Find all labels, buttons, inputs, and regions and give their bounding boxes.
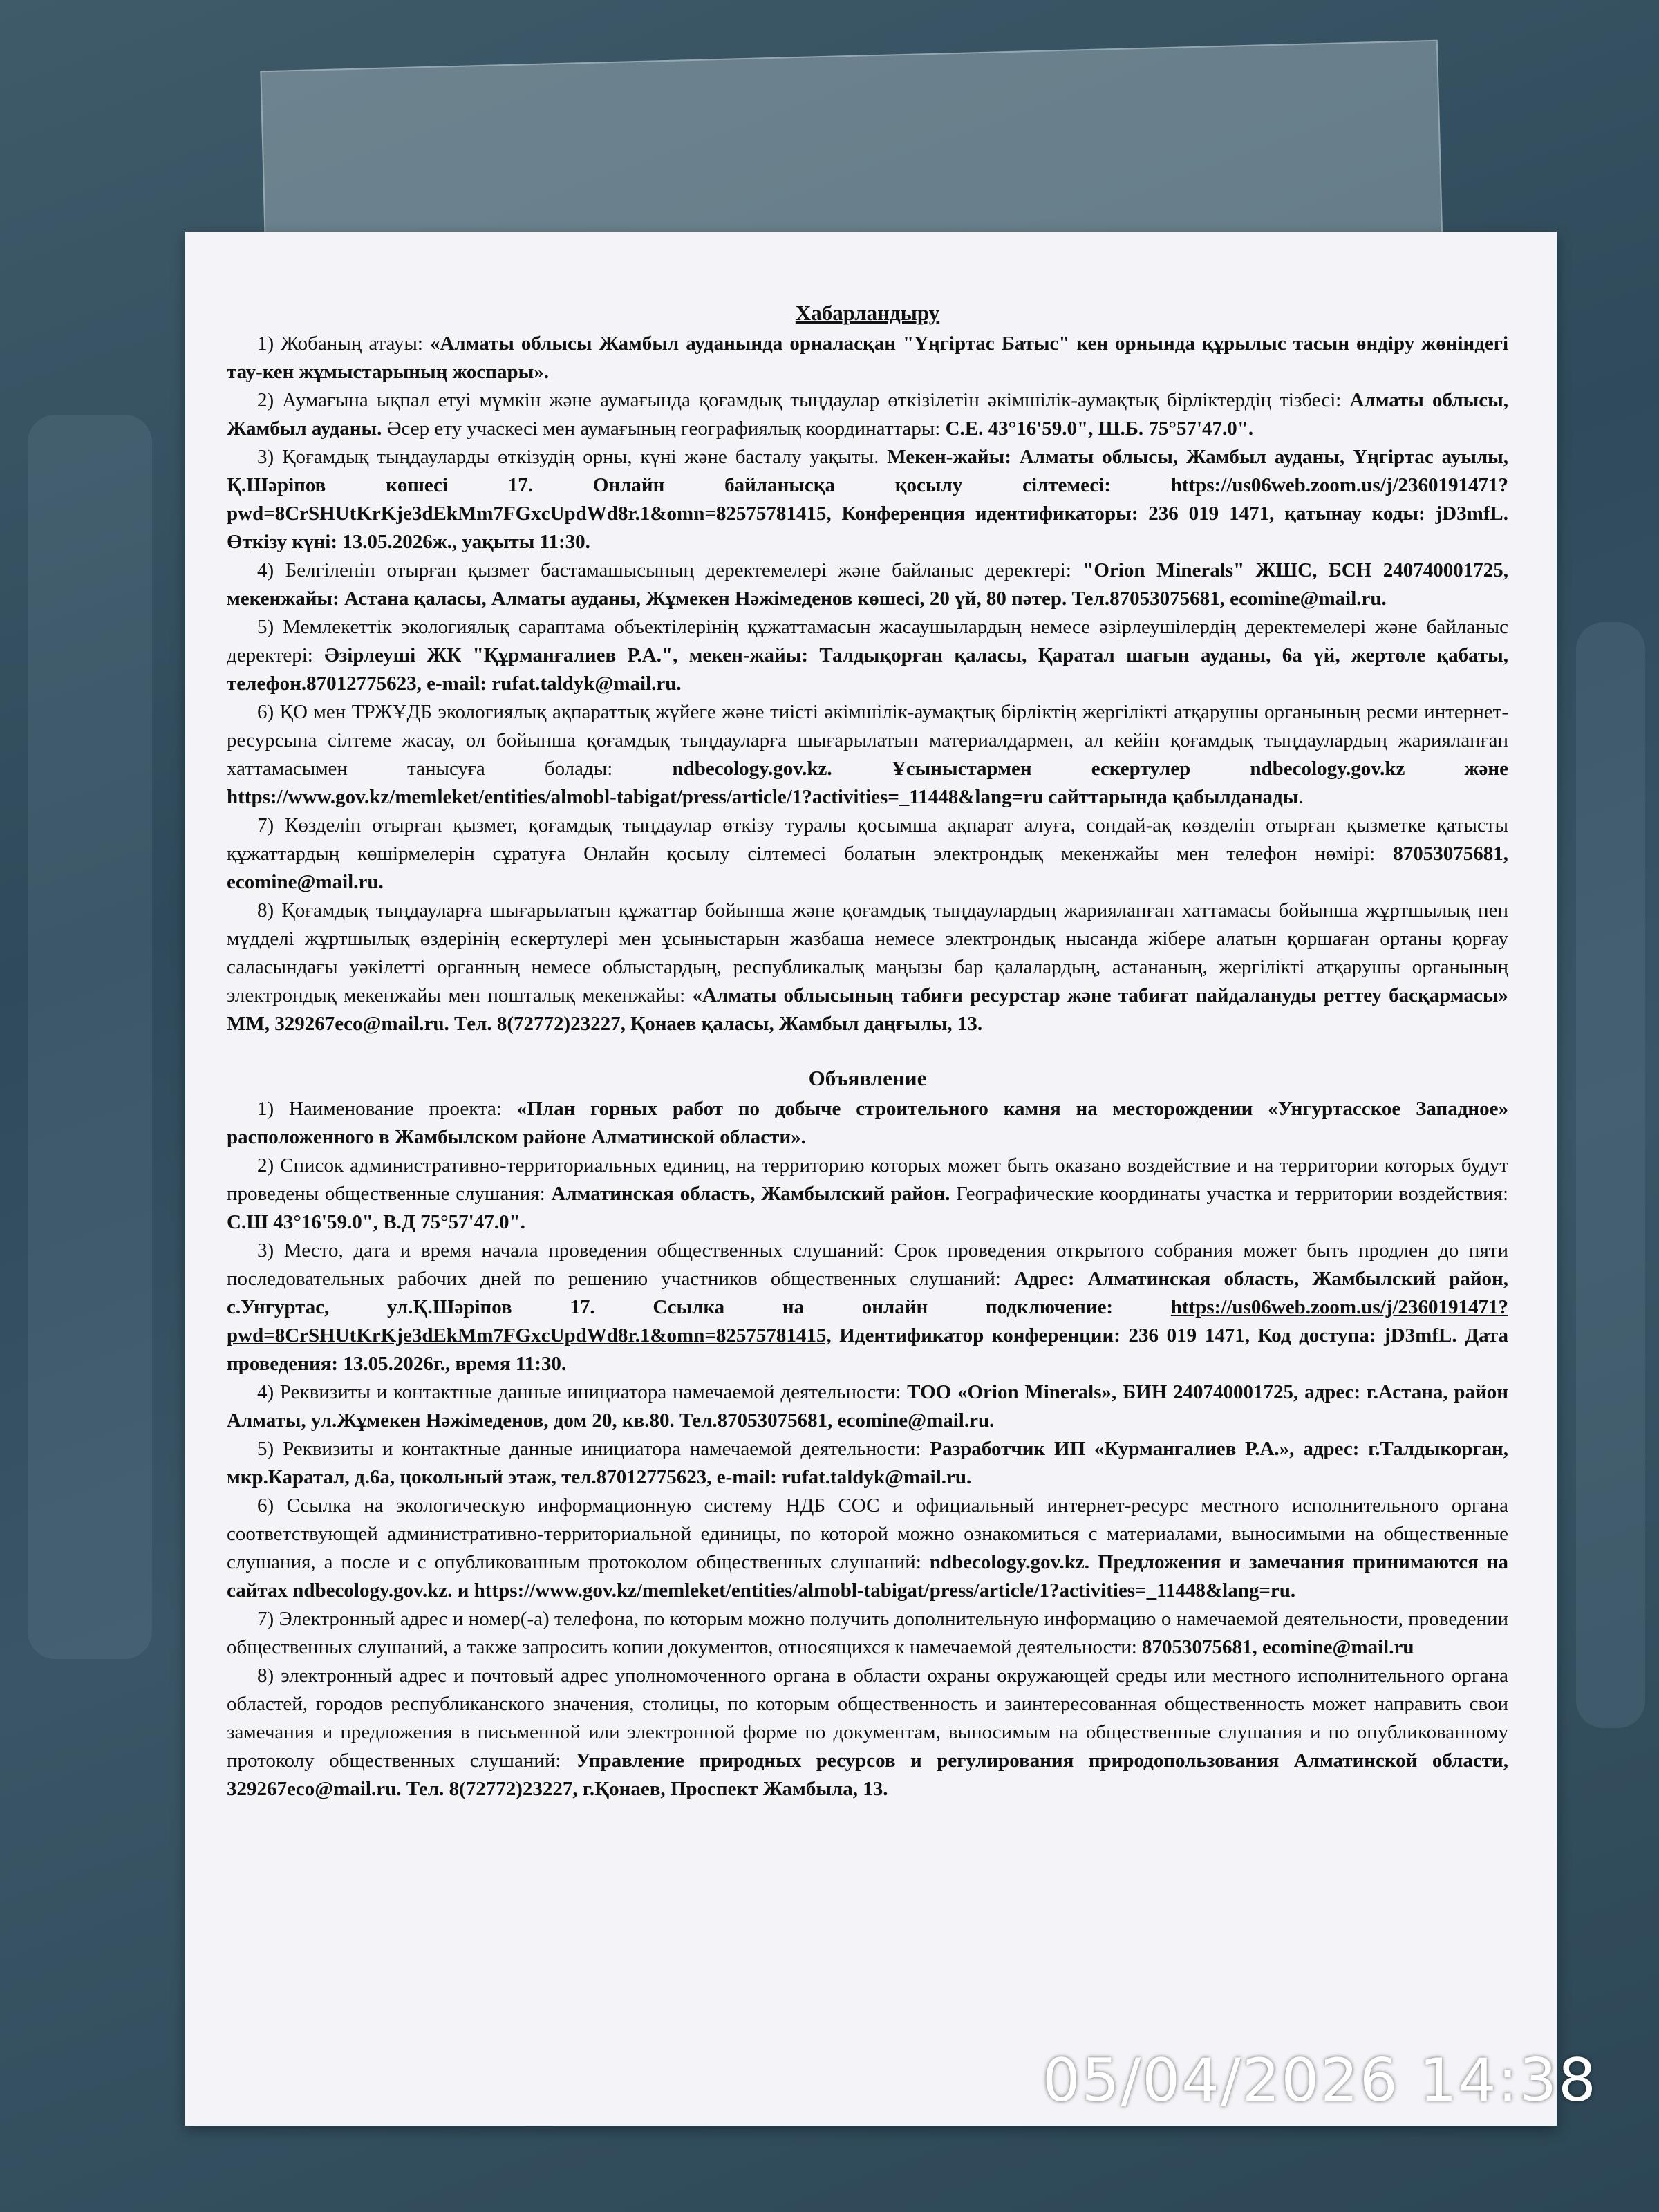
kz-item-6: 6) ҚО мен ТРЖҰДБ экологиялық ақпараттық жүйеге және тиісті әкімшілік-аумақтық бірліктің жергілікті атқарушы органының ресми интернет-ресурсына сілтеме жасау, ол бойынша қоғамдық тыңдауларға шығарылатын материалдармен, ал кейін қоғамдық тыңдаулардың жарияланған хаттамасымен танысуға болады: ndbecology.gov.kz. Ұсыныстармен ескертулер ndbecology.gov.kz және https://www.gov.kz/memleket/entities/almobl-tabigat/press/article/1?activities=_11448&lang=ru сайттарында қабылданады.: [227, 701, 1508, 808]
kz-item-2: 2) Аумағына ықпал етуі мүмкін және аумағында қоғамдық тыңдаулар өткізілетін әкімшілік-аумақтық бірліктердің тізбесі: Алматы облысы, Жамбыл ауданы. Әсер ету учаскесі мен аумағының географиялық координаттары: С.Е. 43°16'59.0", Ш.Б. 75°57'47.0".: [227, 389, 1508, 440]
ru-item-1: 1) Наименование проекта: «План горных работ по добыче строительного камня на месторождении «Унгуртасское Западное» расположенного в Жамбылском районе Алматинской области».: [227, 1098, 1508, 1148]
kz-item-3: 3) Қоғамдық тыңдауларды өткізудің орны, күні және басталу уақыты. Мекен-жайы: Алматы облысы, Жамбыл ауданы, Үңгіртас ауылы, Қ.Шәріпов көшесі 17. Онлайн байланысқа қосылу сілтемесі: https://us06web.zoom.us/j/2360191471?pwd=8CrSHUtKrKje3dEkMm7FGxcUpdWd8r.1&omn=82575781415, Конференция идентификаторы: 236 019 1471, қатынау коды: jD3mfL. Өткізу күні: 13.05.2026ж., уақыты 11:30.: [227, 446, 1508, 553]
zoom-link: https://us06web.zoom.us/j/2360191471?pwd=8CrSHUtKrKje3dEkMm7FGxcUpdWd8r.1&omn=82575781415,: [227, 474, 1508, 525]
kz-item-8: 8) Қоғамдық тыңдауларға шығарылатын құжаттар бойынша және қоғамдық тыңдаулардың жарияланған хаттамасы бойынша жұртшылық пен мүдделі жұртшылық өздерінің ескертулері мен ұсыныстарын жазбаша немесе электрондық нысанда жібере алатын қоршаған ортаны қорғау саласындағы уәкілетті органның немесе облыстардың, республикалық маңызы бар қалалардың, астананың, жергілікті атқарушы органының электрондық мекенжайы мен пошталық мекенжайы: «Алматы облысының табиғи ресурстар және табиғат пайдалануды реттеу басқармасы» ММ, 329267eco@mail.ru. Тел. 8(72772)23227, Қонаев қаласы, Жамбыл даңғылы, 13.: [227, 899, 1508, 1035]
ru-item-7: 7) Электронный адрес и номер(-а) телефона, по которым можно получить дополнительную информацию о намечаемой деятельности, проведении общественных слушаний, а также запросить копии документов, относящихся к намечаемой деятельности: 87053075681, ecomine@mail.ru: [227, 1608, 1508, 1658]
kazakh-title: Хабарландыру: [795, 301, 940, 325]
wall-streak: [28, 415, 152, 1659]
kz-item-1: 1) Жобаның атауы: «Алматы облысы Жамбыл ауданында орналасқан "Үңгіртас Батыс" кен орнында құрылыс тасын өндіру жөніндегі тау-кен жұмыстарының жоспары».: [227, 332, 1508, 383]
wall-streak: [1576, 622, 1645, 1728]
ru-item-2: 2) Список административно-территориальных единиц, на территорию которых может быть оказано воздействие и на территории которых будут проведены общественные слушания: Алматинская область, Жамбылский район. Географические координаты участка и территории воздействия: С.Ш 43°16'59.0", В.Д 75°57'47.0".: [227, 1154, 1508, 1233]
kz-item-4: 4) Белгіленіп отырған қызмет бастамашысының деректемелері және байланыс деректері: "Orion Minerals" ЖШС, БСН 240740001725, мекенжайы: Астана қаласы, Алматы ауданы, Жұмекен Нәжімеденов көшесі, 20 үй, 80 пәтер. Тел.87053075681, ecomine@mail.ru.: [227, 559, 1508, 610]
notice-paper: [185, 232, 1557, 2126]
kz-item-5: 5) Мемлекеттік экологиялық сараптама объектілерінің құжаттамасын жасаушылардың немесе әзірлеушілердің деректемелері және байланыс деректері: Әзірлеуші ЖК "Құрманғалиев Р.А.", мекен-жайы: Талдықорған қаласы, Қаратал шағын ауданы, 6а үй, жертөле қабаты, телефон.87012775623, e-mail: rufat.taldyk@mail.ru.: [227, 616, 1508, 695]
russian-title: Объявление: [808, 1066, 927, 1090]
ru-item-5: 5) Реквизиты и контактные данные инициатора намечаемой деятельности: Разработчик ИП «Курмангалиев Р.А.», адрес: г.Талдыкорган, мкр.Каратал, д.6а, цокольный этаж, тел.87012775623, e-mail: rufat.taldyk@mail.ru.: [227, 1438, 1508, 1488]
ru-item-3: 3) Место, дата и время начала проведения общественных слушаний: Срок проведения открытого собрания может быть продлен до пяти последовательных рабочих дней по решению участников общественных слушаний: Адрес: Алматинская область, Жамбылский район, с.Унгуртас, ул.Қ.Шәріпов 17. Ссылка на онлайн подключение: https://us06web.zoom.us/j/2360191471?pwd=8CrSHUtKrKje3dEkMm7FGxcUpdWd8r.1&omn=82575781415, Идентификатор конференции: 236 019 1471, Код доступа: jD3mfL. Дата проведения: 13.05.2026г., время 11:30.: [227, 1239, 1509, 1375]
ru-item-4: 4) Реквизиты и контактные данные инициатора намечаемой деятельности: ТОО «Orion Minerals», БИН 240740001725, адрес: г.Астана, район Алматы, ул.Жұмекен Нәжімеденов, дом 20, кв.80. Тел.87053075681, ecomine@mail.ru.: [227, 1381, 1508, 1432]
kz-item-7: 7) Көзделіп отырған қызмет, қоғамдық тыңдаулар өткізу туралы қосымша ақпарат алуға, сондай-ақ көзделіп отырған қызметке қатысты құжаттардың көшірмелерін сұратуға Онлайн қосылу сілтемесі болатын электрондық мекенжайы мен телефон нөмірі: 87053075681, ecomine@mail.ru.: [227, 814, 1508, 893]
photo-timestamp: 05/04/2026 14:38: [1042, 2046, 1597, 2115]
zoom-link: https://us06web.zoom.us/j/2360191471?pwd=8CrSHUtKrKje3dEkMm7FGxcUpdWd8r.1&omn=82575781415,: [227, 1296, 1508, 1347]
ru-item-6: 6) Ссылка на экологическую информационную систему НДБ СОС и официальный интернет-ресурс местного исполнительного органа соответствующей административно-территориальной единицы, по которой можно ознакомиться с материалами, выносимыми на общественные слушания, а после и с опубликованным протоколом общественных слушаний: ndbecology.gov.kz. Предложения и замечания принимаются на сайтах ndbecology.gov.kz. и https://www.gov.kz/memleket/entities/almobl-tabigat/press/article/1?activities=_11448&lang=ru.: [227, 1494, 1508, 1602]
ru-item-8: 8) электронный адрес и почтовый адрес уполномоченного органа в области охраны окружающей среды или местного исполнительного органа областей, городов республиканского значения, столицы, по которым общественность и заинтересованная общественность может направить свои замечания и предложения в письменной или электронной форме по документам, выносимым на общественные слушания и по опубликованному протоколу общественных слушаний: Управление природных ресурсов и регулирования природопользования Алматинской области, 329267eco@mail.ru. Тел. 8(72772)23227, г.Қонаев, Проспект Жамбыла, 13.: [227, 1665, 1509, 1800]
